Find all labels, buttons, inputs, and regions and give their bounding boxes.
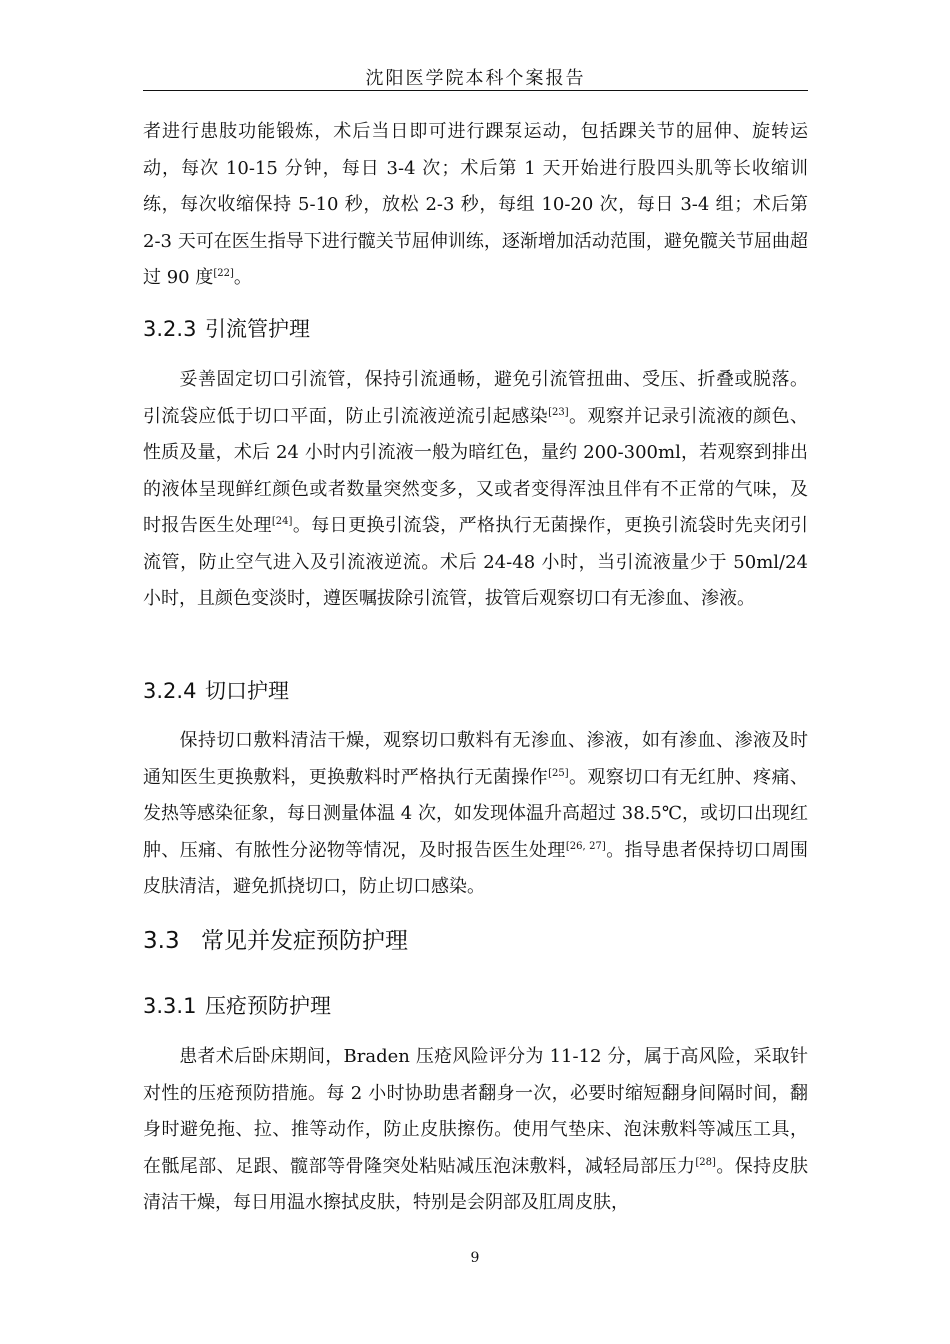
- paragraph-text: 。指导患者保持切口周围皮肤清洁，避免抓挠切口，防止切口感染。: [143, 839, 809, 897]
- section-title: 引流管护理: [205, 317, 310, 341]
- section-number: 3.2.3: [143, 317, 197, 341]
- citation: [28]: [695, 1156, 716, 1168]
- section-title: 切口护理: [205, 679, 289, 703]
- section-title: 常见并发症预防护理: [201, 928, 408, 954]
- paragraph-text: 保持切口敷料清洁干燥，观察切口敷料有无渗血、渗液，如有渗血、渗液及时通知医生更换敷料，更换敷料时严格执行无菌操作: [143, 730, 808, 788]
- page-header-title: 沈阳医学院本科个案报告: [365, 68, 586, 89]
- section-number: 3.3.1: [143, 994, 197, 1018]
- paragraph-incision: [143, 723, 808, 906]
- citation: [22]: [213, 268, 234, 279]
- section-number: 3.3: [143, 928, 180, 954]
- section-heading-3-3: [143, 922, 408, 955]
- citation: [23]: [548, 406, 569, 418]
- page-number: 9: [470, 1250, 480, 1266]
- citation: [26, 27]: [565, 840, 606, 852]
- paragraph-pressure-ulcer: [143, 1039, 808, 1222]
- section-title: 压疮预防护理: [205, 994, 331, 1018]
- section-number: 3.2.4: [143, 679, 197, 703]
- paragraph-text: 。每日更换引流袋，严格执行无菌操作，更换引流袋时先夹闭引流管，防止空气进入及引流液逆流。术后 24-48 小时，当引流液量少于 50ml/24 小时，且颜色变淡时，遵医嘱拔除引流管，拔管后观察切口有无渗血、渗液。: [143, 515, 809, 609]
- paragraph-text-end: 。: [233, 267, 252, 288]
- paragraph-drainage: [143, 362, 808, 618]
- section-heading-3-2-3: [143, 313, 310, 343]
- paragraph-continued: [143, 114, 808, 297]
- paragraph-text: 妥善固定切口引流管，保持引流通畅，避免引流管扭曲、受压、折叠或脱落。引流袋应低于切口平面，防止引流液逆流引起感染: [143, 369, 808, 427]
- paragraph-text: 者进行患肢功能锻炼，术后当日即可进行踝泵运动，包括踝关节的屈伸、旋转运动，每次 10-15 分钟，每日 3-4 次；术后第 1 天开始进行股四头肌等长收缩训练，每次收缩保持 5-10 秒，放松 2-3 秒，每组 10-20 次，每日 3-4 组；术后第 2-3 天可在医生指导下进行髋关节屈伸训练，逐渐增加活动范围，避免髋关节屈曲超过 90 度: [143, 121, 808, 288]
- paragraph-text: 。保持皮肤清洁干燥，每日用温水擦拭皮肤，特别是会阴部及肛周皮肤，: [143, 1155, 809, 1213]
- header-rule: [143, 90, 808, 91]
- paragraph-text: 患者术后卧床期间，Braden 压疮风险评分为 11-12 分，属于高风险，采取针对性的压疮预防措施。每 2 小时协助患者翻身一次，必要时缩短翻身间隔时间，翻身时避免拖、拉、推等动作，防止皮肤擦伤。使用气垫床、泡沫敷料等减压工具，在骶尾部、足跟、髋部等骨隆突处粘贴减压泡沫敷料，减轻局部压力: [143, 1046, 808, 1177]
- section-heading-3-3-1: [143, 990, 331, 1020]
- citation: [24]: [271, 516, 293, 527]
- citation: [25]: [548, 767, 569, 779]
- section-heading-3-2-4: [143, 675, 289, 705]
- paragraph-text: 。观察切口有无红肿、疼痛、发热等感染征象，每日测量体温 4 次，如发现体温升高超过 38.5℃，或切口出现红肿、压痛、有脓性分泌物等情况，及时报告医生处理: [143, 766, 808, 861]
- paragraph-text: 。观察并记录引流液的颜色、性质及量，术后 24 小时内引流液一般为暗红色，量约 200-300ml，若观察到排出的液体呈现鲜红颜色或者数量突然变多，又或者变得浑浊且伴有不正常的气味，及时报告医生处理: [143, 405, 808, 536]
